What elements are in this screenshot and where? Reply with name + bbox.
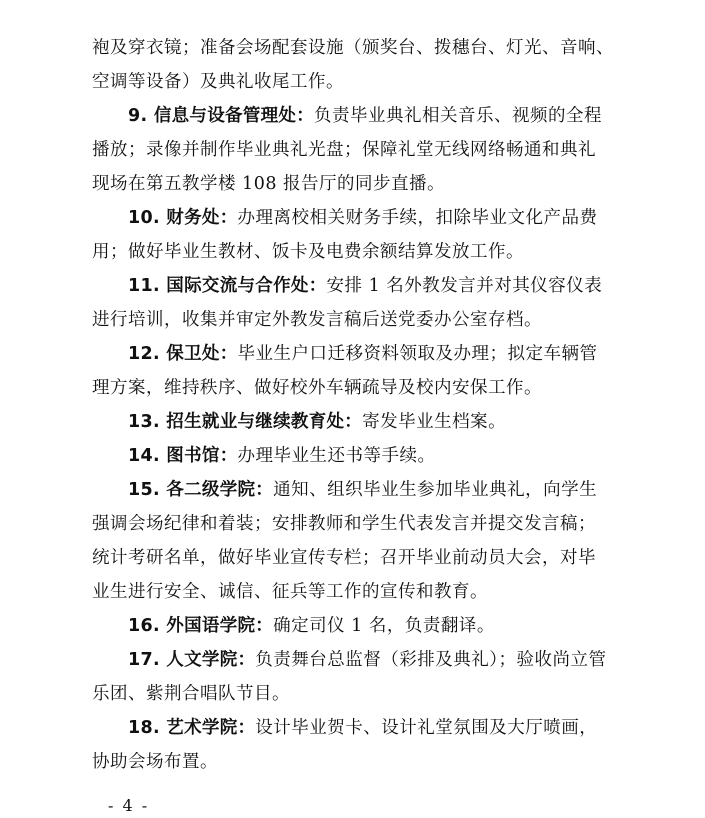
section-16-first-line (92, 609, 628, 643)
section-heading: 14. 图书馆： (128, 446, 238, 466)
body-line (92, 745, 628, 779)
line-text: 毕业生户口迁移资料领取及办理；拟定车辆管 (237, 344, 598, 364)
line-text: 统计考研名单，做好毕业宣传专栏；召开毕业前动员大会，对毕 (92, 548, 596, 568)
section-heading: 18. 艺术学院： (128, 718, 256, 738)
line-text: 袍及穿衣镜；准备会场配套设施（颁奖台、拨穗台、灯光、音响、 (92, 38, 614, 58)
body-line (92, 677, 628, 711)
section-17-first-line (92, 643, 628, 677)
line-text: 负责舞台总监督（彩排及典礼）；验收尚立管 (255, 650, 607, 670)
line-text: 办理毕业生还书等手续。 (237, 446, 436, 466)
section-heading: 10. 财务处： (128, 208, 238, 228)
section-heading: 13. 招生就业与继续教育处： (128, 412, 363, 432)
section-15-first-line (92, 473, 628, 507)
body-line (92, 65, 628, 99)
section-heading: 15. 各二级学院： (128, 480, 274, 500)
body-line (92, 31, 628, 65)
line-text: 负责毕业典礼相关音乐、视频的全程 (314, 106, 603, 126)
section-13-first-line (92, 405, 628, 439)
line-text: 确定司仪 1 名，负责翻译。 (273, 616, 495, 636)
body-line (92, 303, 628, 337)
section-heading: 9. 信息与设备管理处： (128, 106, 315, 126)
section-heading: 12. 保卫处： (128, 344, 238, 364)
line-text: 空调等设备）及典礼收尾工作。 (92, 72, 344, 92)
line-text: 办理离校相关财务手续，扣除毕业文化产品费 (237, 208, 598, 228)
section-18-first-line (92, 711, 628, 745)
body-line (92, 167, 628, 201)
page-number: - 4 - (108, 796, 150, 815)
document-body (92, 31, 628, 779)
line-text: 播放；录像并制作毕业典礼光盘；保障礼堂无线网络畅通和典礼 (92, 140, 596, 160)
section-12-first-line (92, 337, 628, 371)
line-text: 用；做好毕业生教材、饭卡及电费余额结算发放工作。 (92, 242, 524, 262)
line-text: 进行培训，收集并审定外教发言稿后送党委办公室存档。 (92, 310, 542, 330)
section-heading: 16. 外国语学院： (128, 616, 274, 636)
section-14-first-line (92, 439, 628, 473)
line-text: 安排 1 名外教发言并对其仪容仪表 (326, 276, 603, 296)
line-text: 乐团、紫荆合唱队节目。 (92, 684, 290, 704)
body-line (92, 541, 628, 575)
line-text: 设计毕业贺卡、设计礼堂氛围及大厅喷画， (255, 718, 598, 738)
section-heading: 17. 人文学院： (128, 650, 256, 670)
body-line (92, 507, 628, 541)
body-line (92, 133, 628, 167)
body-line (92, 235, 628, 269)
section-10-first-line (92, 201, 628, 235)
body-line (92, 371, 628, 405)
line-text: 业生进行安全、诚信、征兵等工作的宣传和教育。 (92, 582, 488, 602)
line-text: 现场在第五教学楼 108 报告厅的同步直播。 (92, 174, 446, 194)
line-text: 强调会场纪律和着装；安排教师和学生代表发言并提交发言稿； (92, 514, 596, 534)
line-text: 协助会场布置。 (92, 752, 218, 772)
line-text: 理方案，维持秩序、做好校外车辆疏导及校内安保工作。 (92, 378, 542, 398)
section-9-first-line (92, 99, 628, 133)
section-heading: 11. 国际交流与合作处： (128, 276, 327, 296)
line-text: 寄发毕业生档案。 (362, 412, 507, 432)
body-line (92, 575, 628, 609)
line-text: 通知、组织毕业生参加毕业典礼，向学生 (273, 480, 598, 500)
section-11-first-line (92, 269, 628, 303)
